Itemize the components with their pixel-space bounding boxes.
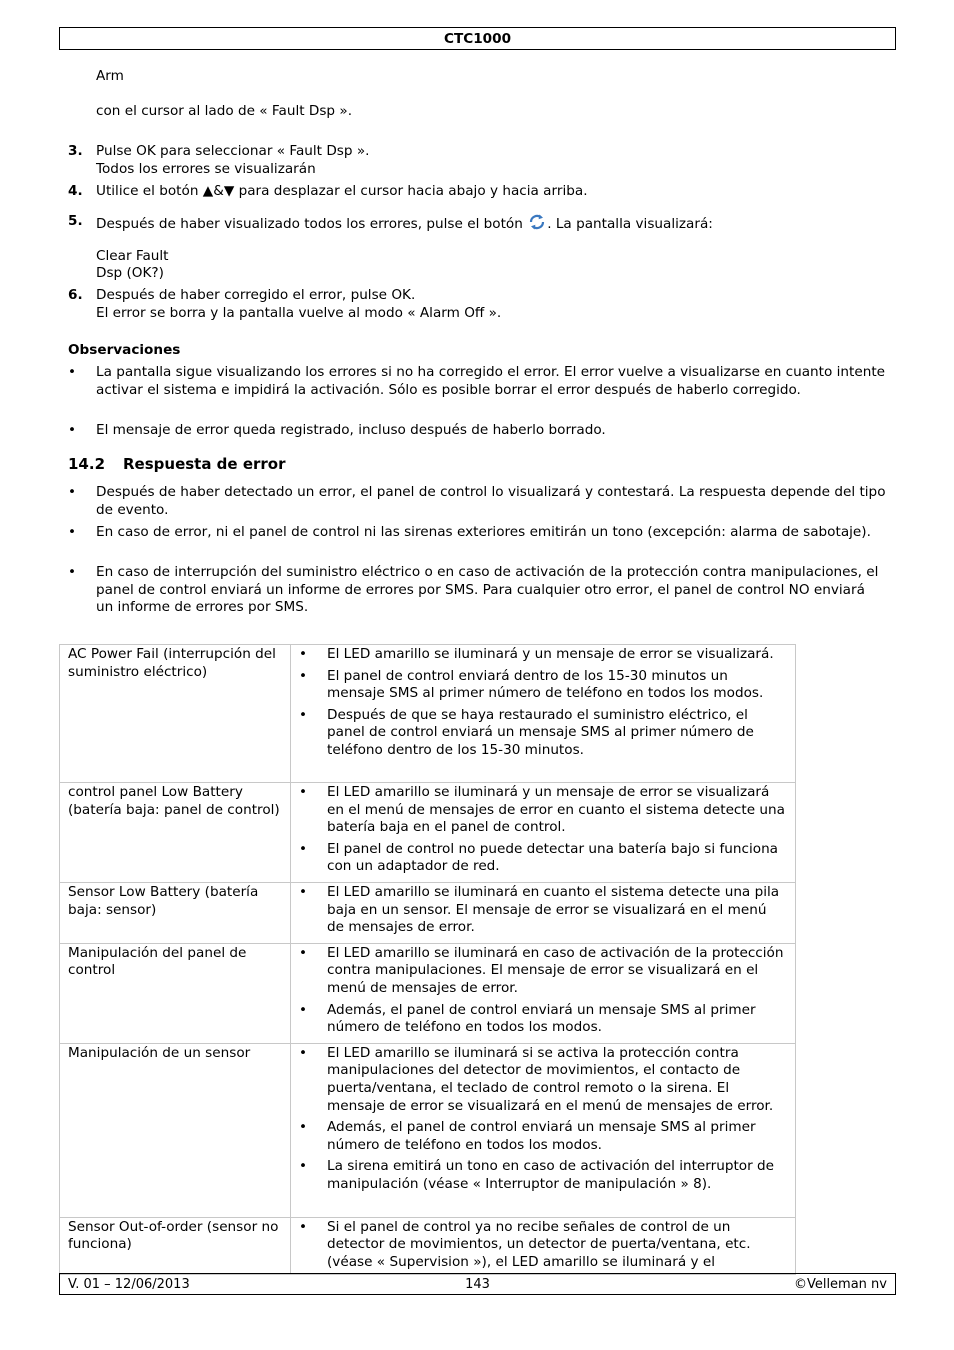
footer-version: V. 01 – 12/06/2013 (68, 1277, 190, 1292)
table-row (60, 783, 796, 883)
section-title: Respuesta de error (123, 455, 286, 473)
bullet-dot: • (68, 524, 77, 540)
table-row (60, 1217, 796, 1274)
response-cell (291, 882, 796, 943)
response-bullet: • El LED amarillo se iluminará y un mensaje de error se visualizará en el menú de mensajes de error en cuanto el sistema detecte una batería baja en el panel de control. (299, 784, 785, 836)
response-bullet: • El LED amarillo se iluminará si se activa la protección contra manipulaciones del detector de movimientos, el contacto de puerta/ventana, el teclado de control remoto o la sirena. El mensaje de error se visualizará en el menú de mensajes de error. (299, 1044, 774, 1114)
bullet-dot: • (68, 564, 77, 580)
response-bullet: • El panel de control no puede detectar una batería bajo si funciona con un adaptador de red. (299, 840, 779, 875)
response-text: La sirena emitirá un tono en caso de activación del interruptor de manipulación (véase « Interruptor de manipulación » 8). (327, 1158, 775, 1192)
step-number: 3. (68, 143, 83, 159)
intro-cursor-line: con el cursor al lado de « Fault Dsp ». (96, 103, 353, 119)
response-bullet: • El LED amarillo se iluminará en cuanto el sistema detecte una pila baja en un sensor. El mensaje de error se visualizará en el menú de mensajes de error. (299, 883, 780, 936)
footer-page-number: 143 (465, 1277, 490, 1292)
observation-bullet: El mensaje de error queda registrado, incluso después de haberlo borrado. (96, 422, 606, 438)
response-text: El LED amarillo se iluminará y un mensaje de error se visualizará. (327, 646, 774, 662)
error-response-table (59, 644, 796, 1275)
table-row (60, 882, 796, 943)
response-text: El LED amarillo se iluminará en cuanto el sistema detecte una pila baja en un sensor. El mensaje de error se visualizará en el menú de mensajes de error. (327, 883, 780, 936)
step-5-text-after: . La pantalla visualizará: (547, 216, 713, 232)
observations-heading: Observaciones (68, 342, 181, 358)
event-cell: Sensor Low Battery (batería baja: sensor) (60, 882, 291, 943)
table-row (60, 1043, 796, 1217)
step-number: 5. (68, 213, 83, 229)
response-text: Después de que se haya restaurado el suministro eléctrico, el panel de control enviará un mensaje SMS al primer número de teléfono dentro de los 15-30 minutos. (327, 706, 754, 758)
document-footer (59, 1273, 896, 1295)
table-row (60, 645, 796, 783)
footer-copyright: ©Velleman nv (793, 1277, 887, 1292)
bullet-dot: • (68, 484, 77, 500)
step-number: 6. (68, 287, 83, 303)
section-bullet: En caso de interrupción del suministro eléctrico o en caso de activación de la protección contra manipulaciones, el panel de control enviará un informe de errores por SMS. Para cualquier otro error, el panel de control NO enviará un informe de errores por SMS. (96, 564, 879, 616)
section-heading (68, 456, 286, 474)
response-text: Además, el panel de control enviará un mensaje SMS al primer número de teléfono en todos los modos. (327, 1001, 756, 1036)
response-text: El LED amarillo se iluminará si se activa la protección contra manipulaciones del detector de movimientos, el contacto de puerta/ventana, el teclado de control remoto o la sirena. El mensaje de error se visualizará en el menú de mensajes de error. (327, 1044, 774, 1114)
bullet-dot: • (68, 364, 77, 380)
display-line-1: Clear Fault (96, 248, 169, 264)
response-bullet: • Además, el panel de control enviará un mensaje SMS al primer número de teléfono en todos los modos. (299, 1001, 756, 1036)
response-text: El LED amarillo se iluminará en caso de activación de la protección contra manipulaciones. El mensaje de error se visualizará en el menú de mensajes de error. (327, 944, 784, 996)
document-title: CTC1000 (443, 31, 512, 47)
event-cell: Manipulación de un sensor (60, 1043, 291, 1217)
response-bullet: • El LED amarillo se iluminará en caso de activación de la protección contra manipulaciones. El mensaje de error se visualizará en el menú de mensajes de error. (299, 944, 784, 996)
response-bullet: • Además, el panel de control enviará un mensaje SMS al primer número de teléfono en todos los modos. (299, 1119, 756, 1153)
step-6-line-2: El error se borra y la pantalla vuelve al modo « Alarm Off ». (96, 305, 502, 321)
display-line-2: Dsp (OK?) (96, 265, 164, 281)
response-text: El LED amarillo se iluminará y un mensaje de error se visualizará en el menú de mensajes de error en cuanto el sistema detecte una batería baja en el panel de control. (327, 784, 785, 836)
response-text: El panel de control no puede detectar una batería bajo si funciona con un adaptador de red. (327, 840, 779, 875)
section-number: 14.2 (68, 455, 106, 473)
step-5-line (96, 213, 713, 234)
response-text: Además, el panel de control enviará un mensaje SMS al primer número de teléfono en todos los modos. (327, 1119, 756, 1153)
step-3-line-2: Todos los errores se visualizarán (96, 161, 316, 177)
step-number: 4. (68, 183, 83, 199)
intro-arm-line: Arm (96, 68, 124, 84)
step-6-line-1: Después de haber corregido el error, pulse OK. (96, 287, 416, 303)
event-cell: AC Power Fail (interrupción del suministro eléctrico) (60, 645, 291, 783)
table-row (60, 943, 796, 1043)
event-cell: control panel Low Battery (batería baja: panel de control) (60, 783, 291, 883)
observation-bullet: La pantalla sigue visualizando los errores si no ha corregido el error. El error vuelve a visualizarse en cuanto intente activar el sistema e impidirá la activación. Sólo es posible borrar el error después de haberlo corregido. (96, 364, 886, 398)
refresh-icon (527, 213, 547, 231)
step-5-text-before: Después de haber visualizado todos los errores, pulse el botón (96, 216, 528, 232)
section-bullet: Después de haber detectado un error, el panel de control lo visualizará y contestará. La respuesta depende del tipo de evento. (96, 484, 886, 518)
step-3-line-1: Pulse OK para seleccionar « Fault Dsp ». (96, 143, 370, 159)
response-bullet: • Si el panel de control ya no recibe señales de control de un detector de movimientos, un detector de puerta/ventana, etc. (véase « Supervision »), el LED amarillo se iluminará y el (299, 1218, 751, 1270)
response-bullet: • Después de que se haya restaurado el suministro eléctrico, el panel de control enviará un mensaje SMS al primer número de teléfono dentro de los 15-30 minutos. (299, 706, 754, 758)
section-bullet: En caso de error, ni el panel de control ni las sirenas exteriores emitirán un tono (excepción: alarma de sabotaje). (96, 524, 871, 540)
document-header (59, 27, 896, 50)
response-bullet: • El panel de control enviará dentro de los 15-30 minutos un mensaje SMS al primer número de teléfono en todos los modos. (299, 667, 764, 702)
response-bullet: • La sirena emitirá un tono en caso de activación del interruptor de manipulación (véase « Interruptor de manipulación » 8). (299, 1158, 775, 1192)
bullet-dot: • (68, 422, 77, 438)
response-cell (291, 1043, 796, 1217)
response-text: El panel de control enviará dentro de los 15-30 minutos un mensaje SMS al primer número de teléfono en todos los modos. (327, 667, 764, 702)
event-cell: Sensor Out-of-order (sensor no funciona) (60, 1217, 291, 1274)
response-text: Si el panel de control ya no recibe señales de control de un detector de movimientos, un detector de puerta/ventana, etc. (véase « Supervision »), el LED amarillo se iluminará y el (327, 1218, 751, 1270)
step-4-line-1: Utilice el botón ▲&▼ para desplazar el cursor hacia abajo y hacia arriba. (96, 183, 588, 199)
response-bullet: • El LED amarillo se iluminará y un mensaje de error se visualizará. (299, 646, 774, 662)
response-cell (291, 783, 796, 883)
response-cell (291, 943, 796, 1043)
response-cell (291, 645, 796, 783)
response-cell (291, 1217, 796, 1274)
event-cell: Manipulación del panel de control (60, 943, 291, 1043)
